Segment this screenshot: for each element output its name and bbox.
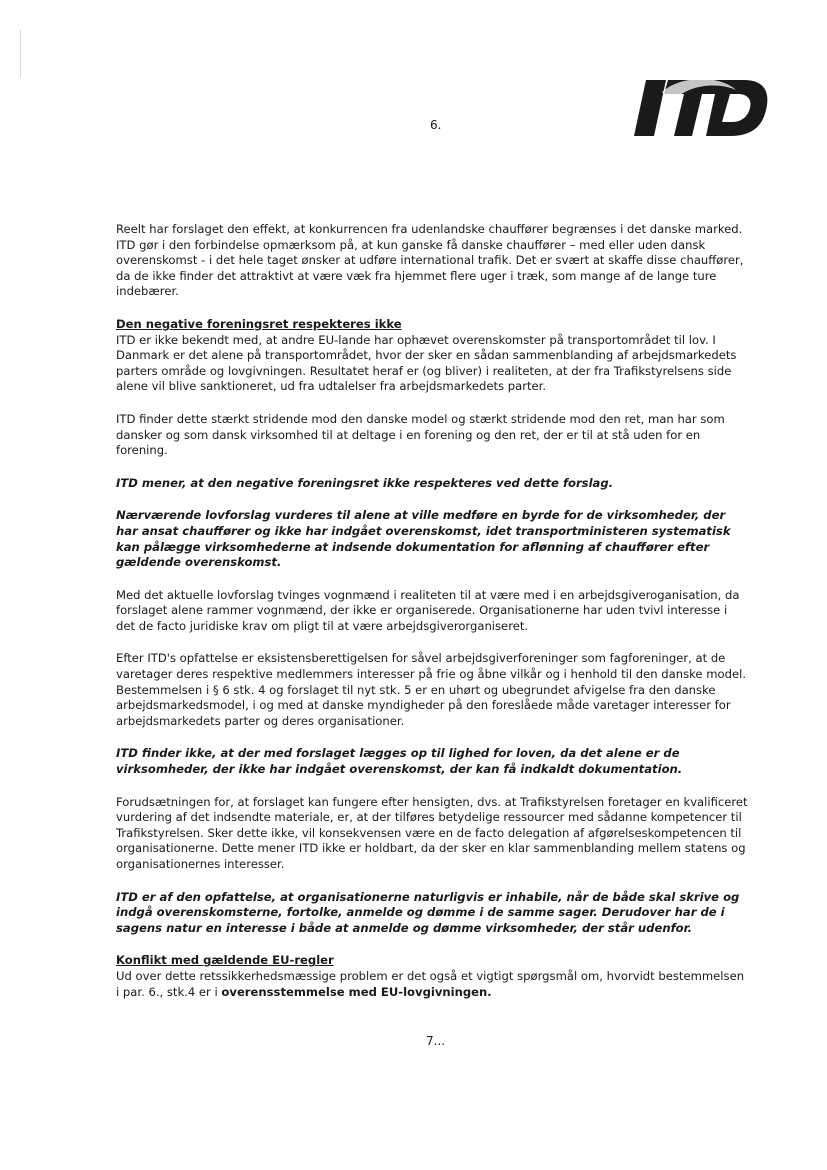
paragraph-vognmaend: Med det aktuelle lovforslag tvinges vognmænd i realiteten til at være med i en arbejdsgiveroganisation, da forslaget alene rammer vognmænd, der ikke er organiserede. Organisationerne har uden tvivl interesse i det de facto juridiske krav om pligt til at være arbejdsgiverorganiseret.: [116, 587, 740, 633]
statement-itd-mener: ITD mener, at den negative foreningsret ikke respekteres ved dette forslag.: [116, 475, 614, 490]
paragraph-danske-model: ITD finder dette stærkt stridende mod den danske model og stærkt stridende mod den ret, man har som dansker og som dansk virksomhed til at deltage i en forening og den ret, der er til at stå uden for en forening.: [116, 411, 725, 458]
heading-eu-regler: Konflikt med gældende EU-regler: [116, 953, 334, 968]
paragraph-eksistensberettigelse: Efter ITD's opfattelse er eksistensberettigelsen for såvel arbejdsgiverforeninger som fagforeninger, at de varetager deres respektive medlemmers interesser på frie og åbne vilkår og i henhold til den danske model. Bestemmelsen i § 6 stk. 4 og forslaget til nyt stk. 5 er en uhørt og ubegrundet afvigelse fra den danske arbejdsmarkedsmodel, i og med at danske myndigheder på den foreslåede måde varetager interesser for arbejdsmarkedets parter og deres organisationer.: [116, 651, 747, 728]
statement-byrde: Nærværende lovforslag vurderes til alene at ville medføre en byrde for de virksomheder, der har ansat chauffører og ikke har indgået overenskomst, idet transportministeren systematisk kan pålægge virksomhederne at indsende dokumentation for aflønning af chauffører efter gældende overenskomst.: [116, 508, 731, 570]
paragraph-eu-lande: ITD er ikke bekendt med, at andre EU-lande har ophævet overenskomster på transportområdet til lov. I Danmark er det alene på transportområdet, hvor der sker en sådan sammenblanding af arbejdsmarkedets parters område og lovgivningen. Resultatet heraf er (og bliver) i realiteten, at der fra Trafikstyrelsens side alene vil blive sanktioneret, ud fra udtalelser fra arbejdsmarkedets parter.: [116, 332, 737, 394]
statement-lighed-for-loven: ITD finder ikke, at der med forslaget lægges op til lighed for loven, da det alene er de virksomheder, der ikke har indgået overenskomst, der kan få indkaldt dokumentation.: [116, 746, 683, 777]
scan-artifact-line: [20, 30, 21, 78]
paragraph-eu-lovgivning: [116, 969, 748, 1000]
statement-inhabile: ITD er af den opfattelse, at organisationerne naturligvis er inhabile, når de både skal skrive og indgå overenskomsterne, fortolke, anmelde og dømme i de samme sager. Derudover har de i sagens natur en interesse i både at anmelde og dømme virksomheder, der står udenfor.: [116, 889, 740, 935]
itd-logo: [632, 72, 772, 142]
continuation-marker: 7...: [426, 1034, 446, 1048]
heading-negative-foreningsret: Den negative foreningsret respekteres ikke: [116, 316, 402, 331]
paragraph-forudsaetning: Forudsætningen for, at forslaget kan fungere efter hensigten, dvs. at Trafikstyrelsen foretager en kvalificeret vurdering af det indsendte materiale, er, at der tilføres betydelige ressourcer med sådanne kompetencer til Trafikstyrelsen. Sker dette ikke, vil konsekvensen være en de facto delegation af afgørelseskompetencen til organisationerne. Dette mener ITD ikke er holdbart, da der sker en klar sammenblanding mellem statens og organisationernes interesser.: [116, 794, 748, 871]
eu-question-bold: overensstemmelse med EU-lovgivningen.: [221, 984, 492, 999]
letter-body: [116, 222, 748, 1000]
paragraph-intro: Reelt har forslaget den effekt, at konkurrencen fra udenlandske chauffører begrænses i det danske marked. ITD gør i den forbindelse opmærksom på, at kun ganske få danske chauffører – med eller uden dansk overenskomst - i det hele taget ønsker at udføre international trafik. Det er svært at skaffe disse chauffører, da de ikke finder det attraktivt at være væk fra hjemmet flere uger i træk, som mange af de lange ture indebærer.: [116, 222, 744, 299]
page-number: 6.: [430, 118, 442, 132]
eu-question-text: Ud over dette retssikkerhedsmæssige problem er det også et vigtigt spørgsmål om, hvorvidt bestemmelsen i par. 6., stk.4 er i: [116, 968, 745, 999]
